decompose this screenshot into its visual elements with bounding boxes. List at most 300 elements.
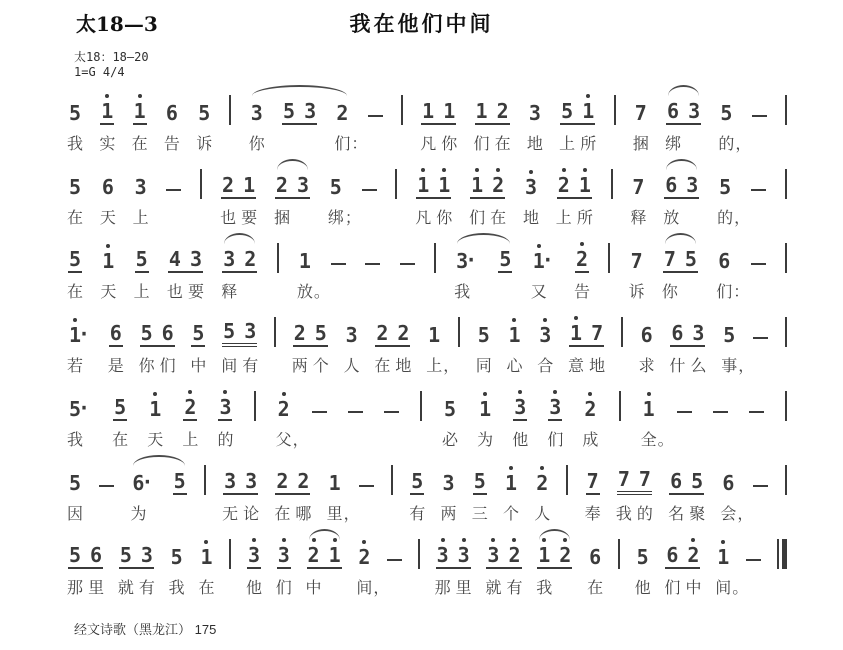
lyric-syllable: 在 <box>494 136 512 153</box>
lyric-syllable: 所 <box>576 210 594 227</box>
lyric-syllable: 上 <box>132 210 150 227</box>
note: 2 <box>244 247 257 271</box>
note: 6 <box>109 321 122 345</box>
note: 6 <box>640 323 653 347</box>
note: 2 <box>576 247 589 271</box>
note: 2 <box>397 321 410 345</box>
note: 5 <box>223 319 236 343</box>
note: 3 <box>223 247 236 271</box>
lyric-syllable: 在 <box>67 210 85 227</box>
barline <box>200 169 202 199</box>
note: 3 <box>247 543 260 567</box>
note: 3 <box>134 175 147 199</box>
duration-dash <box>400 263 415 265</box>
note: 5 <box>691 469 704 493</box>
note-group <box>427 325 441 347</box>
duration-dash <box>753 485 768 487</box>
lyric-syllable: 你 <box>436 210 454 227</box>
note-group <box>191 323 205 347</box>
lyric-syllable: 个 <box>502 506 520 523</box>
barline <box>785 391 787 421</box>
note-group <box>670 323 705 347</box>
barline <box>277 243 279 273</box>
notes-row <box>68 307 787 351</box>
lyric-syllable: 天 <box>100 284 118 301</box>
lyric-syllable: 里 <box>455 580 473 597</box>
note: 2 <box>492 173 505 197</box>
note: 6 <box>666 543 679 567</box>
note-group <box>68 103 82 125</box>
duration-dash <box>753 337 768 339</box>
lyric-syllable: 里， <box>326 506 361 523</box>
lyric-syllable: 为 <box>477 432 495 449</box>
barline <box>204 465 206 495</box>
note: 3 <box>688 99 701 123</box>
barline <box>618 539 620 569</box>
lyric-syllable: 必 <box>441 432 459 449</box>
lyric-syllable: 中 <box>190 358 208 375</box>
note: 3 <box>528 101 541 125</box>
note: 3 <box>457 543 470 567</box>
note-group <box>113 397 127 421</box>
slur-arc <box>665 233 696 244</box>
note: 5 <box>561 99 574 123</box>
lyric-syllable: 你 <box>661 284 679 301</box>
lyric-syllable: 意 <box>568 358 586 375</box>
barline <box>785 243 787 273</box>
note: 2 <box>584 397 597 421</box>
note: 1 <box>243 173 256 197</box>
lyric-syllable: 合 <box>537 358 555 375</box>
note: 5 <box>198 101 211 125</box>
lyric-syllable: 什 <box>669 358 687 375</box>
lyric-syllable: 有 <box>409 506 427 523</box>
note-group <box>100 101 114 125</box>
note-group <box>557 175 592 199</box>
lyric-syllable: 释 <box>221 284 239 301</box>
note: 5 <box>69 247 82 271</box>
note: 6 <box>670 469 683 493</box>
note-group <box>721 473 735 495</box>
note: 2 <box>275 173 288 197</box>
lyric-syllable: 中 <box>685 580 703 597</box>
music-line <box>68 85 787 159</box>
footer-text: 经文诗歌（黑龙江） 175 <box>74 622 217 637</box>
note-group <box>719 103 733 125</box>
lyric-syllable: 在 <box>374 358 392 375</box>
lyric-syllable: 名 <box>668 506 686 523</box>
music-line <box>68 455 787 529</box>
note: 7 <box>617 467 630 491</box>
barline <box>229 539 231 569</box>
lyric-syllable: 我 <box>67 432 85 449</box>
notes-row <box>68 159 787 203</box>
duration-dash <box>384 411 399 413</box>
lyric-syllable: 若 <box>67 358 85 375</box>
note-group <box>560 101 595 125</box>
barline <box>420 391 422 421</box>
lyric-syllable: 无 <box>222 506 240 523</box>
note-group <box>575 249 589 273</box>
note-group <box>507 325 521 347</box>
note-group <box>634 103 648 125</box>
lyric-syllable: 有 <box>506 580 524 597</box>
lyric-syllable: 人 <box>534 506 552 523</box>
note: 5 <box>720 101 733 125</box>
note: 7 <box>586 469 599 493</box>
note: 5 <box>329 175 342 199</box>
note-group <box>664 175 699 199</box>
lyric-syllable: 你 <box>441 136 459 153</box>
lyric-syllable: 求 <box>638 358 656 375</box>
note: 6 <box>722 471 735 495</box>
note-group <box>277 545 291 569</box>
slur-arc <box>309 529 340 540</box>
note: 6 <box>667 99 680 123</box>
lyric-syllable: 中 <box>305 580 323 597</box>
lyric-syllable: 你 <box>138 358 156 375</box>
lyric-syllable: 捆 <box>632 136 650 153</box>
note-group <box>410 471 424 495</box>
slur-arc <box>133 455 184 466</box>
lyric-syllable: 聚 <box>689 506 707 523</box>
lyric-syllable: 我 <box>454 284 472 301</box>
slur-arc <box>668 85 699 96</box>
note: 6 <box>161 321 174 345</box>
barline <box>611 169 613 199</box>
note-group <box>663 249 698 273</box>
note-group <box>101 177 115 199</box>
lyric-syllable: 有 <box>242 358 260 375</box>
lyric-syllable: 你 <box>248 136 266 153</box>
note-group <box>640 325 654 347</box>
lyric-syllable: 要 <box>187 284 205 301</box>
notes-row <box>68 233 787 277</box>
duration-dash <box>359 485 374 487</box>
lyric-syllable: 我 <box>168 580 186 597</box>
note: 1 <box>438 173 451 197</box>
note: 4 <box>168 247 181 271</box>
note-group <box>537 545 572 569</box>
barline <box>566 465 568 495</box>
note: 3 <box>277 543 290 567</box>
note: 5 <box>135 247 148 271</box>
music-line <box>68 233 787 307</box>
barline <box>785 465 787 495</box>
note-group <box>170 547 184 569</box>
lyric-syllable: 的， <box>718 136 753 153</box>
note: 2 <box>358 545 371 569</box>
lyric-syllable: 绑； <box>327 210 362 227</box>
final-barline <box>777 539 787 569</box>
music-line <box>68 307 787 381</box>
lyric-syllable: 释 <box>630 210 648 227</box>
lyric-syllable: 上 <box>182 432 200 449</box>
note: 5 · <box>69 399 81 420</box>
lyric-syllable: 的 <box>636 506 654 523</box>
note: 2 <box>557 173 570 197</box>
note: 5 <box>684 247 697 271</box>
note-group <box>307 545 342 569</box>
note: 3 <box>250 101 263 125</box>
note-group <box>222 249 257 273</box>
note: 1 <box>428 323 441 347</box>
note-group <box>532 251 556 273</box>
note: 1 <box>298 249 311 273</box>
barline <box>785 95 787 125</box>
note-group <box>183 397 197 421</box>
note-group <box>101 251 115 273</box>
note-group <box>222 321 257 347</box>
barline <box>785 169 787 199</box>
note: 3 <box>692 321 705 345</box>
note: 5 <box>477 323 490 347</box>
duration-dash <box>99 485 114 487</box>
lyric-syllable: 就 <box>117 580 135 597</box>
note-group <box>630 251 644 273</box>
note-group <box>68 177 82 199</box>
note: 1 <box>475 99 488 123</box>
note-group <box>247 545 261 569</box>
note: 1 <box>101 99 114 123</box>
note-group <box>328 473 342 495</box>
lyric-syllable: 他 <box>245 580 263 597</box>
note-group <box>68 325 92 347</box>
note-group <box>631 177 645 199</box>
note: 1 <box>717 545 730 569</box>
lyric-syllable: 在 <box>587 580 605 597</box>
lyric-syllable: 们 <box>159 358 177 375</box>
note: 1 · <box>533 251 545 272</box>
note: 5 <box>140 321 153 345</box>
note: 6 · <box>132 473 144 494</box>
duration-dash <box>677 411 692 413</box>
note-group <box>109 323 123 347</box>
note-group <box>199 547 213 569</box>
music-line <box>68 381 787 455</box>
note: 1 <box>582 99 595 123</box>
slur-arc <box>666 159 697 170</box>
lyric-syllable: 事， <box>721 358 756 375</box>
duration-dash <box>166 189 181 191</box>
lyric-syllable: 也 <box>220 210 238 227</box>
lyric-syllable: 们 <box>473 136 491 153</box>
lyric-syllable: 全。 <box>640 432 675 449</box>
barline <box>434 243 436 273</box>
note: 1 <box>133 99 146 123</box>
note: 3 <box>487 543 500 567</box>
note-group <box>583 399 597 421</box>
note: 5 <box>119 543 132 567</box>
lyric-syllable: 会， <box>720 506 755 523</box>
scripture-block <box>74 50 843 80</box>
slur-arc <box>252 85 348 96</box>
note: 5 <box>473 469 486 493</box>
note-group <box>173 471 187 495</box>
lyric-syllable: 上 <box>555 210 573 227</box>
lyric-syllable: 在 <box>274 506 292 523</box>
note-group <box>357 547 371 569</box>
lyric-syllable: 实 <box>99 136 117 153</box>
note: 6 <box>101 175 114 199</box>
music-line <box>68 529 787 603</box>
note: 1 <box>102 249 115 273</box>
lyric-syllable: 们： <box>716 284 751 301</box>
note-group <box>223 471 258 495</box>
note-group <box>436 545 471 569</box>
note: 2 <box>496 99 509 123</box>
note-group <box>538 325 552 347</box>
note: 7 <box>632 175 645 199</box>
note: 3 <box>524 175 537 199</box>
lyric-syllable: 们 <box>664 580 682 597</box>
lyric-syllable: 凡 <box>420 136 438 153</box>
barline <box>418 539 420 569</box>
lyric-syllable: 在 <box>67 284 85 301</box>
duration-dash <box>746 559 761 561</box>
note: 5 <box>170 545 183 569</box>
note: 1 <box>479 397 492 421</box>
note-group <box>669 471 704 495</box>
note: 2 <box>336 101 349 125</box>
lyric-syllable: 是 <box>107 358 125 375</box>
lyric-syllable: 那 <box>434 580 452 597</box>
note-group <box>133 101 147 125</box>
note-group <box>455 251 479 273</box>
note: 7 <box>638 467 651 491</box>
note: 5 <box>69 543 82 567</box>
lyric-syllable: 地 <box>526 136 544 153</box>
lyric-syllable: 父， <box>275 432 310 449</box>
note-group <box>642 399 656 421</box>
notes-row <box>68 381 787 425</box>
lyric-syllable: 论 <box>243 506 261 523</box>
note: 1 <box>200 545 213 569</box>
lyric-syllable: 地 <box>589 358 607 375</box>
lyric-syllable: 告 <box>163 136 181 153</box>
note-group <box>498 249 512 273</box>
note: 1 <box>504 471 517 495</box>
note-group <box>528 103 542 125</box>
note: 6 <box>90 543 103 567</box>
note-group <box>486 545 521 569</box>
barline <box>229 95 231 125</box>
duration-dash <box>362 189 377 191</box>
note: 1 <box>149 397 162 421</box>
note-group <box>718 177 732 199</box>
note-group <box>119 545 154 569</box>
note-group <box>375 323 410 347</box>
lyric-syllable: 么 <box>690 358 708 375</box>
note-group <box>68 249 82 273</box>
note: 2 <box>222 173 235 197</box>
note: 2 <box>508 543 521 567</box>
note: 1 <box>538 543 551 567</box>
barline <box>619 391 621 421</box>
note: 3 <box>244 319 257 343</box>
note-group <box>140 323 175 347</box>
note-group <box>131 473 155 495</box>
note-group <box>441 473 455 495</box>
note: 2 <box>376 321 389 345</box>
lyric-syllable: 我 <box>615 506 633 523</box>
lyric-syllable: 又 <box>530 284 548 301</box>
slur-arc <box>457 233 510 244</box>
note: 5 <box>192 321 205 345</box>
note-group <box>666 101 701 125</box>
barline <box>621 317 623 347</box>
barline <box>395 169 397 199</box>
note: 3 <box>549 395 562 419</box>
slur-arc <box>277 159 308 170</box>
lyric-syllable: 间 <box>221 358 239 375</box>
note: 5 <box>499 247 512 271</box>
barline <box>608 243 610 273</box>
note: 3 <box>442 471 455 495</box>
lyric-syllable: 我 <box>536 580 554 597</box>
note: 5 <box>314 321 327 345</box>
lyric-syllable: 地 <box>395 358 413 375</box>
duration-dash <box>368 115 383 117</box>
lyric-syllable: 告 <box>574 284 592 301</box>
note-group <box>221 175 256 199</box>
lyric-syllable: 个 <box>312 358 330 375</box>
note: 1 <box>328 471 341 495</box>
note-group <box>470 175 505 199</box>
note: 3 <box>539 323 552 347</box>
note-group <box>416 175 451 199</box>
barline <box>274 317 276 347</box>
lyric-syllable: 上 <box>133 284 151 301</box>
note: 3 <box>245 469 258 493</box>
lyric-syllable: 三 <box>471 506 489 523</box>
note: 2 <box>276 469 289 493</box>
lyric-syllable: 绑 <box>665 136 683 153</box>
note-group <box>293 323 328 347</box>
note: 3 <box>224 469 237 493</box>
lyric-syllable: 我 <box>67 136 85 153</box>
lyric-syllable: 所 <box>580 136 598 153</box>
lyric-syllable: 们 <box>275 580 293 597</box>
lyric-syllable: 因 <box>67 506 85 523</box>
note: 3 <box>140 543 153 567</box>
note: 2 <box>307 543 320 567</box>
note: 2 <box>687 543 700 567</box>
note: 1 <box>508 323 521 347</box>
note: 5 <box>723 323 736 347</box>
note-group <box>586 471 600 495</box>
note: 5 <box>443 397 457 421</box>
lyric-syllable: 天 <box>99 210 117 227</box>
note: 3 <box>304 99 317 123</box>
note-group <box>473 471 487 495</box>
note: 5 <box>636 545 649 569</box>
note: 7 <box>630 249 643 273</box>
lyric-syllable: 上 <box>559 136 577 153</box>
note-group <box>335 103 349 125</box>
lyric-syllable: 他 <box>512 432 530 449</box>
lyric-syllable: 们： <box>334 136 369 153</box>
barline <box>401 95 403 125</box>
note-group <box>524 177 538 199</box>
note: 7 <box>663 247 676 271</box>
note-group <box>716 547 730 569</box>
note: 2 <box>293 321 306 345</box>
header <box>0 0 843 34</box>
lyric-syllable: 地 <box>522 210 540 227</box>
note-group <box>477 325 491 347</box>
note: 5 <box>69 471 82 495</box>
